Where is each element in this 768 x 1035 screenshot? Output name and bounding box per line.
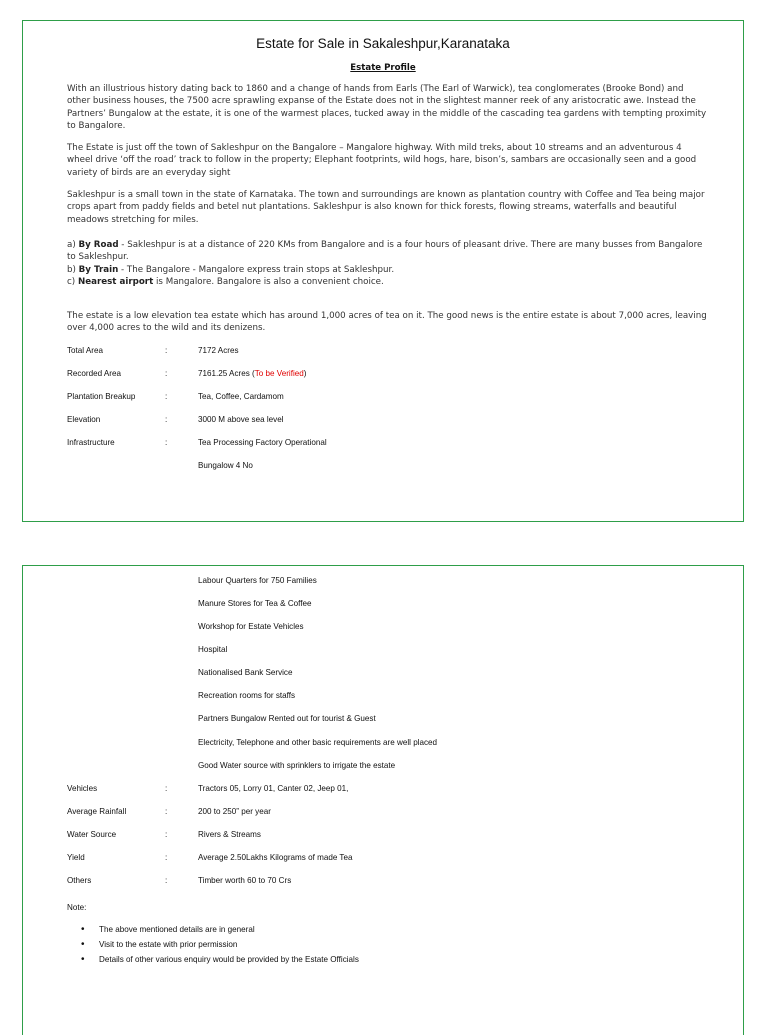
airport-line: c) Nearest airport is Mangalore. Bangalore is also a convenient choice. [67, 276, 384, 287]
detail-row-total-area: Total Area : 7172 Acres [67, 346, 239, 355]
by-train-label: By Train [78, 264, 119, 275]
list-item: • Visit to the estate with prior permission [79, 937, 359, 952]
list-item: • Details of other various enquiry would be provided by the Estate Officials [79, 952, 359, 967]
notes-list [79, 922, 359, 967]
document-title: Estate for Sale in Sakaleshpur,Karanataka [256, 36, 510, 51]
detail-row-water-source: Water Source : Rivers & Streams [67, 830, 261, 839]
infrastructure-item: Manure Stores for Tea & Coffee [198, 599, 312, 608]
detail-row-vehicles: Vehicles : Tractors 05, Lorry 01, Canter 02, Jeep 01, [67, 784, 349, 793]
sakleshpur-paragraph: Sakleshpur is a small town in the state of Karnataka. The town and surroundings are known as plantation country with Coffee and Tea being major crops apart from paddy fields and betel nut plantations. Sakleshpur is also known for thick forests, flowing streams, waterfalls and beautiful meadows stretching for miles. [67, 190, 705, 225]
section-heading-estate-profile: Estate Profile [350, 63, 416, 73]
infrastructure-item: Bungalow 4 No [198, 461, 253, 470]
infrastructure-item: Recreation rooms for staffs [198, 691, 296, 700]
tea-estate-paragraph: The estate is a low elevation tea estate which has around 1,000 acres of tea on it. The good news is the entire estate is about 7,000 acres, leaving over 4,000 acres to the wild and its denizens. [67, 311, 707, 334]
list-item: • The above mentioned details are in general [79, 922, 359, 937]
infrastructure-item: Labour Quarters for 750 Families [198, 576, 317, 585]
detail-row-plantation-breakup: Plantation Breakup : Tea, Coffee, Cardamom [67, 392, 284, 401]
infrastructure-item: Workshop for Estate Vehicles [198, 622, 304, 631]
by-train-line: b) By Train - The Bangalore - Mangalore express train stops at Sakleshpur. [67, 264, 395, 275]
note-label: Note: [67, 903, 87, 912]
detail-row-others: Others : Timber worth 60 to 70 Crs [67, 876, 292, 885]
airport-label: Nearest airport [77, 276, 154, 287]
detail-row-average-rainfall: Average Rainfall : 200 to 250” per year [67, 807, 271, 816]
infrastructure-item: Nationalised Bank Service [198, 668, 293, 677]
infrastructure-item: Electricity, Telephone and other basic requirements are well placed [198, 738, 438, 747]
travel-directions [67, 239, 707, 288]
infrastructure-item: Good Water source with sprinklers to irrigate the estate [198, 761, 396, 770]
detail-row-yield: Yield : Average 2.50Lakhs Kilograms of made Tea [67, 853, 353, 862]
document-page-1 [22, 20, 744, 522]
verification-flag: To be Verified [254, 369, 304, 378]
infrastructure-item: Partners Bungalow Rented out for tourist & Guest [198, 714, 376, 723]
detail-row-elevation: Elevation : 3000 M above sea level [67, 415, 284, 424]
location-paragraph: The Estate is just off the town of Sakleshpur on the Bangalore – Mangalore highway. With mild treks, about 10 streams and an adventurous 4 wheel drive ‘off the road’ track to follow in the property; Elephant footprints, wild hogs, hare, bison’s, sambars are occasionally seen and a good variety of birds are an everyday sight [67, 143, 697, 178]
infrastructure-item: Hospital [198, 645, 228, 654]
history-paragraph: With an illustrious history dating back to 1860 and a change of hands from Earls (The Earl of Warwick), tea conglomerates (Brooke Bond) and other business houses, the 7500 acre sprawling expanse of the Estate does not in the slightest manner reek of any aristocratic awe. Instead the Partners’ Bungalow at the estate, it is one of the warmest places, tucked away in the middle of the cascading tea gardens with tempting proximity to Bangalore. [67, 84, 707, 131]
by-road-label: By Road [78, 240, 119, 250]
detail-row-infrastructure: Infrastructure : Tea Processing Factory Operational [67, 438, 327, 447]
by-road-line: a) By Road - Sakleshpur is at a distance of 220 KMs from Bangalore and is a four hours of pleasant drive. There are many busses from Bangalore to Sakleshpur. [67, 240, 703, 263]
detail-row-recorded-area: Recorded Area : 7161.25 Acres (To be Verified) [67, 369, 307, 378]
document-page-2 [22, 565, 744, 1035]
